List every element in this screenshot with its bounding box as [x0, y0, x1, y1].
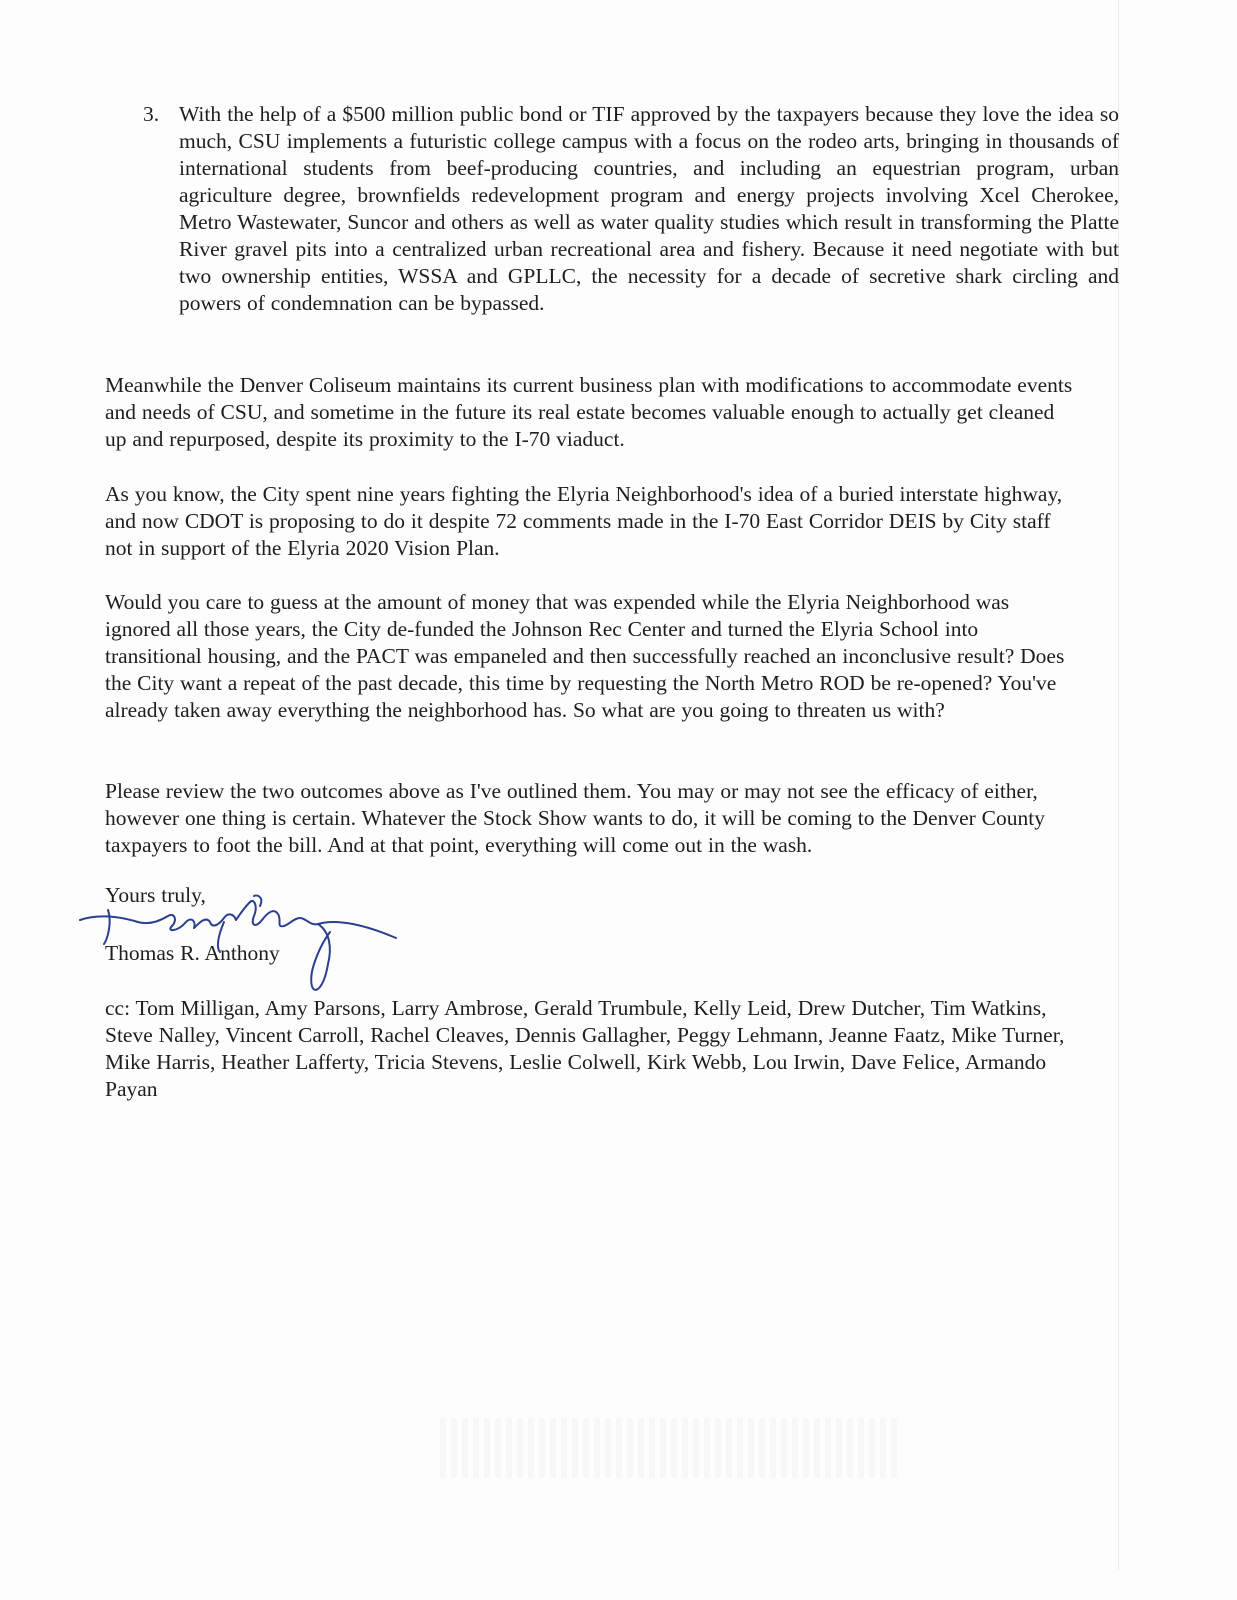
paragraph-money-expended: Would you care to guess at the amount of money that was expended while the Elyria Neighborhood was ignored all those years, the City de-funded the Johnson Rec Center and turned the Elyria School into transitional housing, and the PACT was empaneled and then successfully reached an inconclusive result? Does the City want a repeat of the past decade, this time by requesting the North Metro ROD be re-opened? You've already taken away everything the neighborhood has. So what are you going to threaten us with?: [105, 590, 1065, 722]
list-number: 3.: [143, 102, 160, 126]
signer-name: Thomas R. Anthony: [105, 941, 280, 965]
list-item-body: With the help of a $500 million public bond or TIF approved by the taxpayers because they love the idea so much, CSU implements a futuristic college campus with a focus on the rodeo arts, bringing in thousands of international students from beef-producing countries, and including an equestrian program, urban agriculture degree, brownfields redevelopment program and energy projects involving Xcel Cherokee, Metro Wastewater, Suncor and others as well as water quality studies which result in transforming the Platte River gravel pits into a centralized urban recreational area and fishery. Because it need negotiate with but two ownership entities, WSSA and GPLLC, the necessity for a decade of secretive shark circling and powers of condemnation can be bypassed.: [179, 102, 1119, 315]
paragraph-review-outcomes: Please review the two outcomes above as I've outlined them. You may or may not see the efficacy of either, however one thing is certain. Whatever the Stock Show wants to do, it will be coming to the Denver County taxpayers to foot the bill. And at that point, everything will come out in the wash.: [105, 779, 1045, 857]
paragraph-buried-highway: As you know, the City spent nine years fighting the Elyria Neighborhood's idea of a buried interstate highway, and now CDOT is proposing to do it despite 72 comments made in the I-70 East Corridor DEIS by City staff not in support of the Elyria 2020 Vision Plan.: [105, 482, 1063, 560]
faint-bleedthrough: [440, 1418, 900, 1478]
cc-list: cc: Tom Milligan, Amy Parsons, Larry Ambrose, Gerald Trumbule, Kelly Leid, Drew Dutcher, Tim Watkins, Steve Nalley, Vincent Carroll, Rachel Cleaves, Dennis Gallagher, Peggy Lehmann, Jeanne Faatz, Mike Turner, Mike Harris, Heather Lafferty, Tricia Stevens, Leslie Colwell, Kirk Webb, Lou Irwin, Dave Felice, Armando Payan: [105, 996, 1065, 1101]
paragraph-coliseum: Meanwhile the Denver Coliseum maintains its current business plan with modifications to accommodate events and needs of CSU, and sometime in the future its real estate becomes valuable enough to actually get cleaned up and repurposed, despite its proximity to the I-70 viaduct.: [105, 373, 1073, 451]
closing-salutation: Yours truly,: [105, 883, 206, 907]
